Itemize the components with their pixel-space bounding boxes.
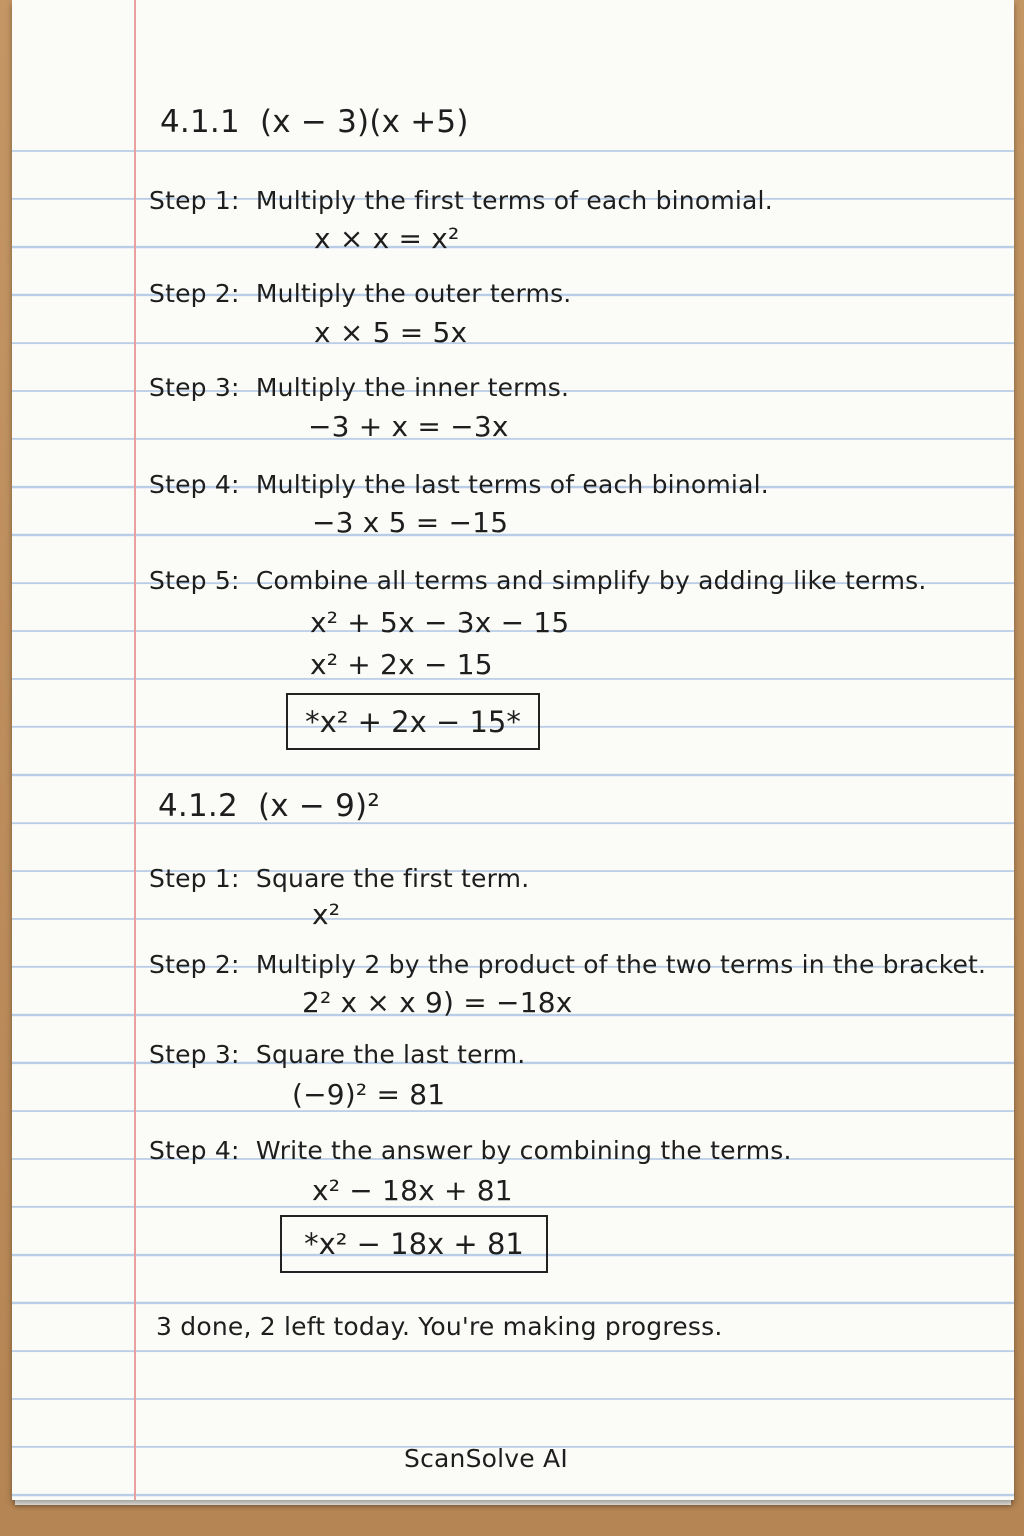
problem-2-step-2 — [149, 950, 986, 979]
step-label: Step 4: — [149, 1136, 240, 1165]
step-text: Square the first term. — [255, 864, 530, 893]
step-text: Write the answer by combining the terms. — [255, 1136, 792, 1165]
problem-2-step-4-work: x² − 18x + 81 — [312, 1174, 513, 1207]
step-text: Multiply the first terms of each binomial. — [255, 186, 773, 215]
step-label: Step 5: — [149, 566, 240, 595]
problem-2-step-3 — [149, 1040, 525, 1069]
step-text: Multiply 2 by the product of the two terms in the bracket. — [255, 950, 987, 979]
problem-1-step-3-work: −3 + x = −3x — [308, 410, 509, 443]
problem-1-answer-box: *x² + 2x − 15* — [286, 693, 540, 750]
step-text: Multiply the inner terms. — [255, 373, 570, 402]
step-label: Step 4: — [149, 470, 240, 499]
step-label: Step 2: — [149, 950, 240, 979]
problem-1-step-4 — [149, 470, 769, 499]
problem-1-step-4-work: −3 x 5 = −15 — [312, 506, 509, 539]
step-label: Step 1: — [149, 186, 240, 215]
problem-2-step-2-work: 2² x × x 9) = −18x — [302, 986, 573, 1019]
problem-2-step-4 — [149, 1136, 792, 1165]
step-label: Step 3: — [149, 373, 240, 402]
problem-2-expression: (x − 9)² — [258, 788, 380, 824]
problem-1-step-2-work: x × 5 = 5x — [314, 316, 468, 349]
problem-1-step-1 — [149, 186, 773, 215]
problem-1-step-1-work: x × x = x² — [314, 222, 460, 255]
problem-1-step-2 — [149, 279, 571, 308]
step-text: Square the last term. — [255, 1040, 526, 1069]
problem-1-title — [160, 104, 469, 140]
step-text: Combine all terms and simplify by adding like terms. — [255, 566, 927, 595]
problem-1-step-5-work-2: x² + 2x − 15 — [310, 648, 493, 681]
step-text: Multiply the outer terms. — [255, 279, 572, 308]
problem-1-step-3 — [149, 373, 569, 402]
problem-2-step-1 — [149, 864, 529, 893]
problem-2-title — [158, 788, 380, 824]
margin-line — [134, 0, 136, 1500]
step-label: Step 1: — [149, 864, 240, 893]
problem-1-step-5 — [149, 566, 927, 595]
problem-1-expression: (x − 3)(x +5) — [260, 104, 469, 140]
problem-1-number: 4.1.1 — [160, 104, 240, 140]
problem-2-number: 4.1.2 — [158, 788, 238, 824]
step-text: Multiply the last terms of each binomial. — [255, 470, 769, 499]
brand-footer: ScanSolve AI — [404, 1444, 568, 1473]
problem-2-step-1-work: x² — [312, 898, 341, 931]
problem-2-step-3-work: (−9)² = 81 — [292, 1078, 446, 1111]
step-label: Step 3: — [149, 1040, 240, 1069]
progress-note: 3 done, 2 left today. You're making progress. — [156, 1312, 723, 1341]
notebook-page — [12, 0, 1014, 1500]
problem-2-answer-box: *x² − 18x + 81 — [280, 1215, 548, 1273]
step-label: Step 2: — [149, 279, 240, 308]
problem-1-step-5-work-1: x² + 5x − 3x − 15 — [310, 606, 570, 639]
